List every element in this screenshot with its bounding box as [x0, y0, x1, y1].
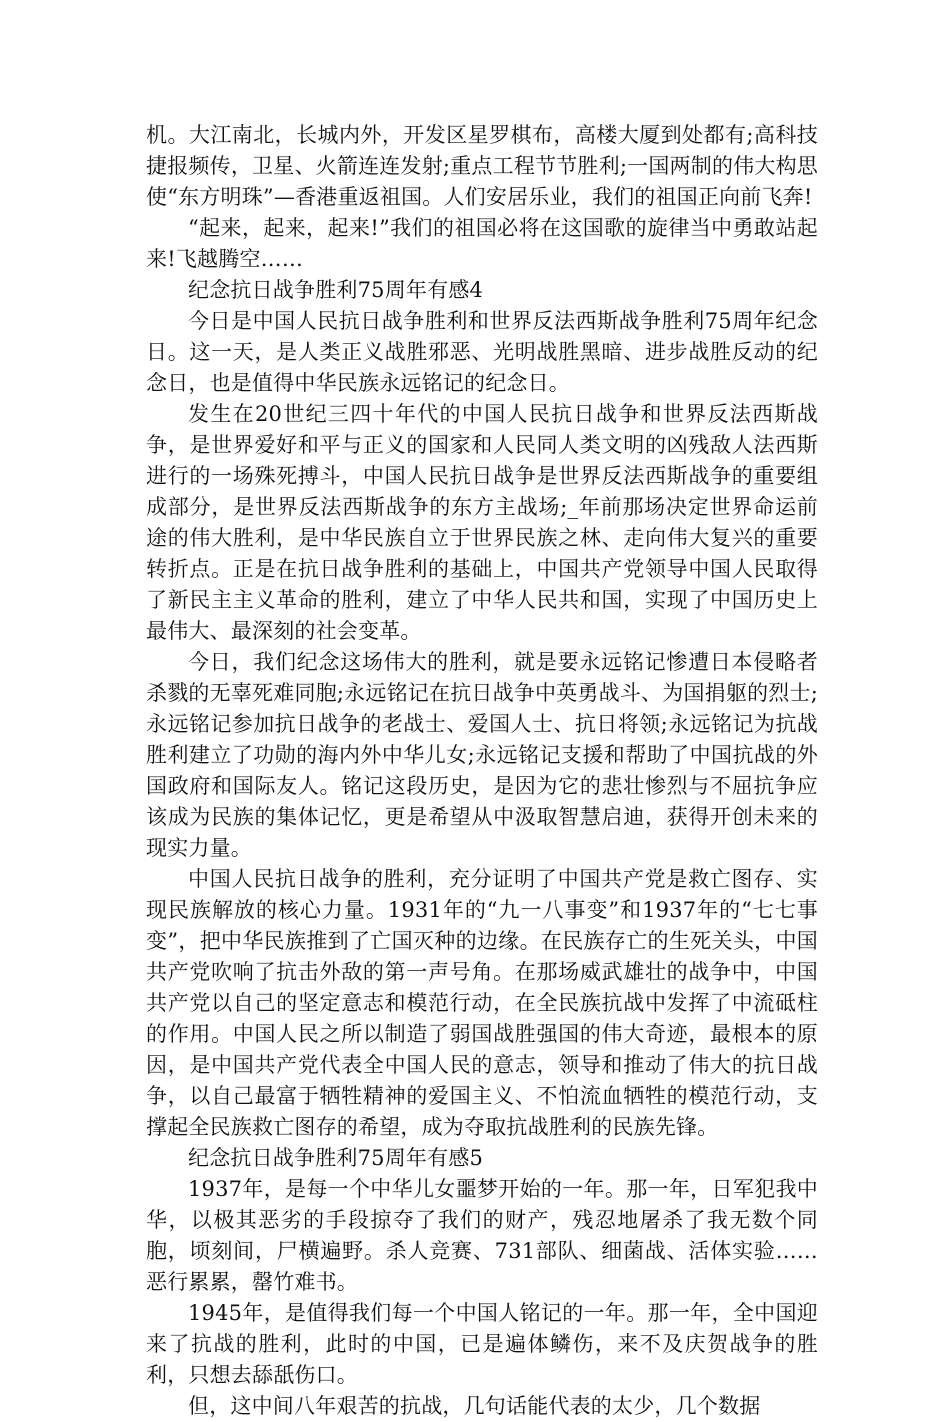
paragraph: 中国人民抗日战争的胜利，充分证明了中国共产党是救亡图存、实现民族解放的核心力量。1931年的“九一八事变”和1937年的“七七事变”，把中华民族推到了亡国灭种的边缘。在民族存亡的生死关头，中国共产党吹响了抗击外敌的第一声号角。在那场威武雄壮的战争中，中国共产党以自己的坚定意志和模范行动，在全民族抗战中发挥了中流砥柱的作用。中国人民之所以制造了弱国战胜强国的伟大奇迹，最根本的原因，是中国共产党代表全中国人民的意志，领导和推动了伟大的抗日战争，以自己最富于牺牲精神的爱国主义、不怕流血牺牲的模范行动，支撑起全民族救亡图存的希望，成为夺取抗战胜利的民族先锋。: [146, 867, 818, 1139]
paragraph: 1945年，是值得我们每一个中国人铭记的一年。那一年，全中国迎来了抗战的胜利，此时的中国，已是遍体鳞伤，来不及庆贺战争的胜利，只想去舔舐伤口。: [146, 1301, 818, 1387]
paragraph: 今日，我们纪念这场伟大的胜利，就是要永远铭记惨遭日本侵略者杀戮的无辜死难同胞;永远铭记在抗日战争中英勇战斗、为国捐躯的烈士;永远铭记参加抗日战争的老战士、爱国人士、抗日将领;永远铭记为抗战胜利建立了功勋的海内外中华儿女;永远铭记支援和帮助了中国抗战的外国政府和国际友人。铭记这段历史，是因为它的悲壮惨烈与不屈抗争应该成为民族的集体记忆，更是希望从中汲取智慧启迪，获得开创未来的现实力量。: [146, 650, 818, 860]
paragraph: 发生在20世纪三四十年代的中国人民抗日战争和世界反法西斯战争，是世界爱好和平与正义的国家和人民同人类文明的凶残敌人法西斯进行的一场殊死搏斗，中国人民抗日战争是世界反法西斯战争的重要组成部分，是世界反法西斯战争的东方主战场;_年前那场决定世界命运前途的伟大胜利，是中华民族自立于世界民族之林、走向伟大复兴的重要转折点。正是在抗日战争胜利的基础上，中国共产党领导中国人民取得了新民主主义革命的胜利，建立了中华人民共和国，实现了中国历史上最伟大、最深刻的社会变革。: [146, 402, 818, 643]
paragraph: “起来，起来，起来!”我们的祖国必将在这国歌的旋律当中勇敢站起来!飞越腾空……: [146, 216, 818, 271]
document-body: [146, 120, 818, 1422]
paragraph-continued: 机。大江南北，长城内外，开发区星罗棋布，高楼大厦到处都有;高科技捷报频传，卫星、火箭连连发射;重点工程节节胜利;一国两制的伟大构思使“东方明珠”—香港重返祖国。人们安居乐业，我们的祖国正向前飞奔!: [146, 123, 818, 209]
paragraph: 今日是中国人民抗日战争胜利和世界反法西斯战争胜利75周年纪念日。这一天，是人类正义战胜邪恶、光明战胜黑暗、进步战胜反动的纪念日，也是值得中华民族永远铭记的纪念日。: [146, 309, 818, 395]
paragraph: 1937年，是每一个中华儿女噩梦开始的一年。那一年，日军犯我中华，以极其恶劣的手段掠夺了我们的财产，残忍地屠杀了我无数个同胞，顷刻间，尸横遍野。杀人竞赛、731部队、细菌战、活体实验……恶行累累，罄竹难书。: [146, 1177, 818, 1294]
section-heading: 纪念抗日战争胜利75周年有感5: [188, 1146, 484, 1170]
section-heading: 纪念抗日战争胜利75周年有感4: [188, 278, 484, 302]
paragraph: 但，这中间八年艰苦的抗战，几句话能代表的太少，几个数据: [188, 1394, 761, 1418]
